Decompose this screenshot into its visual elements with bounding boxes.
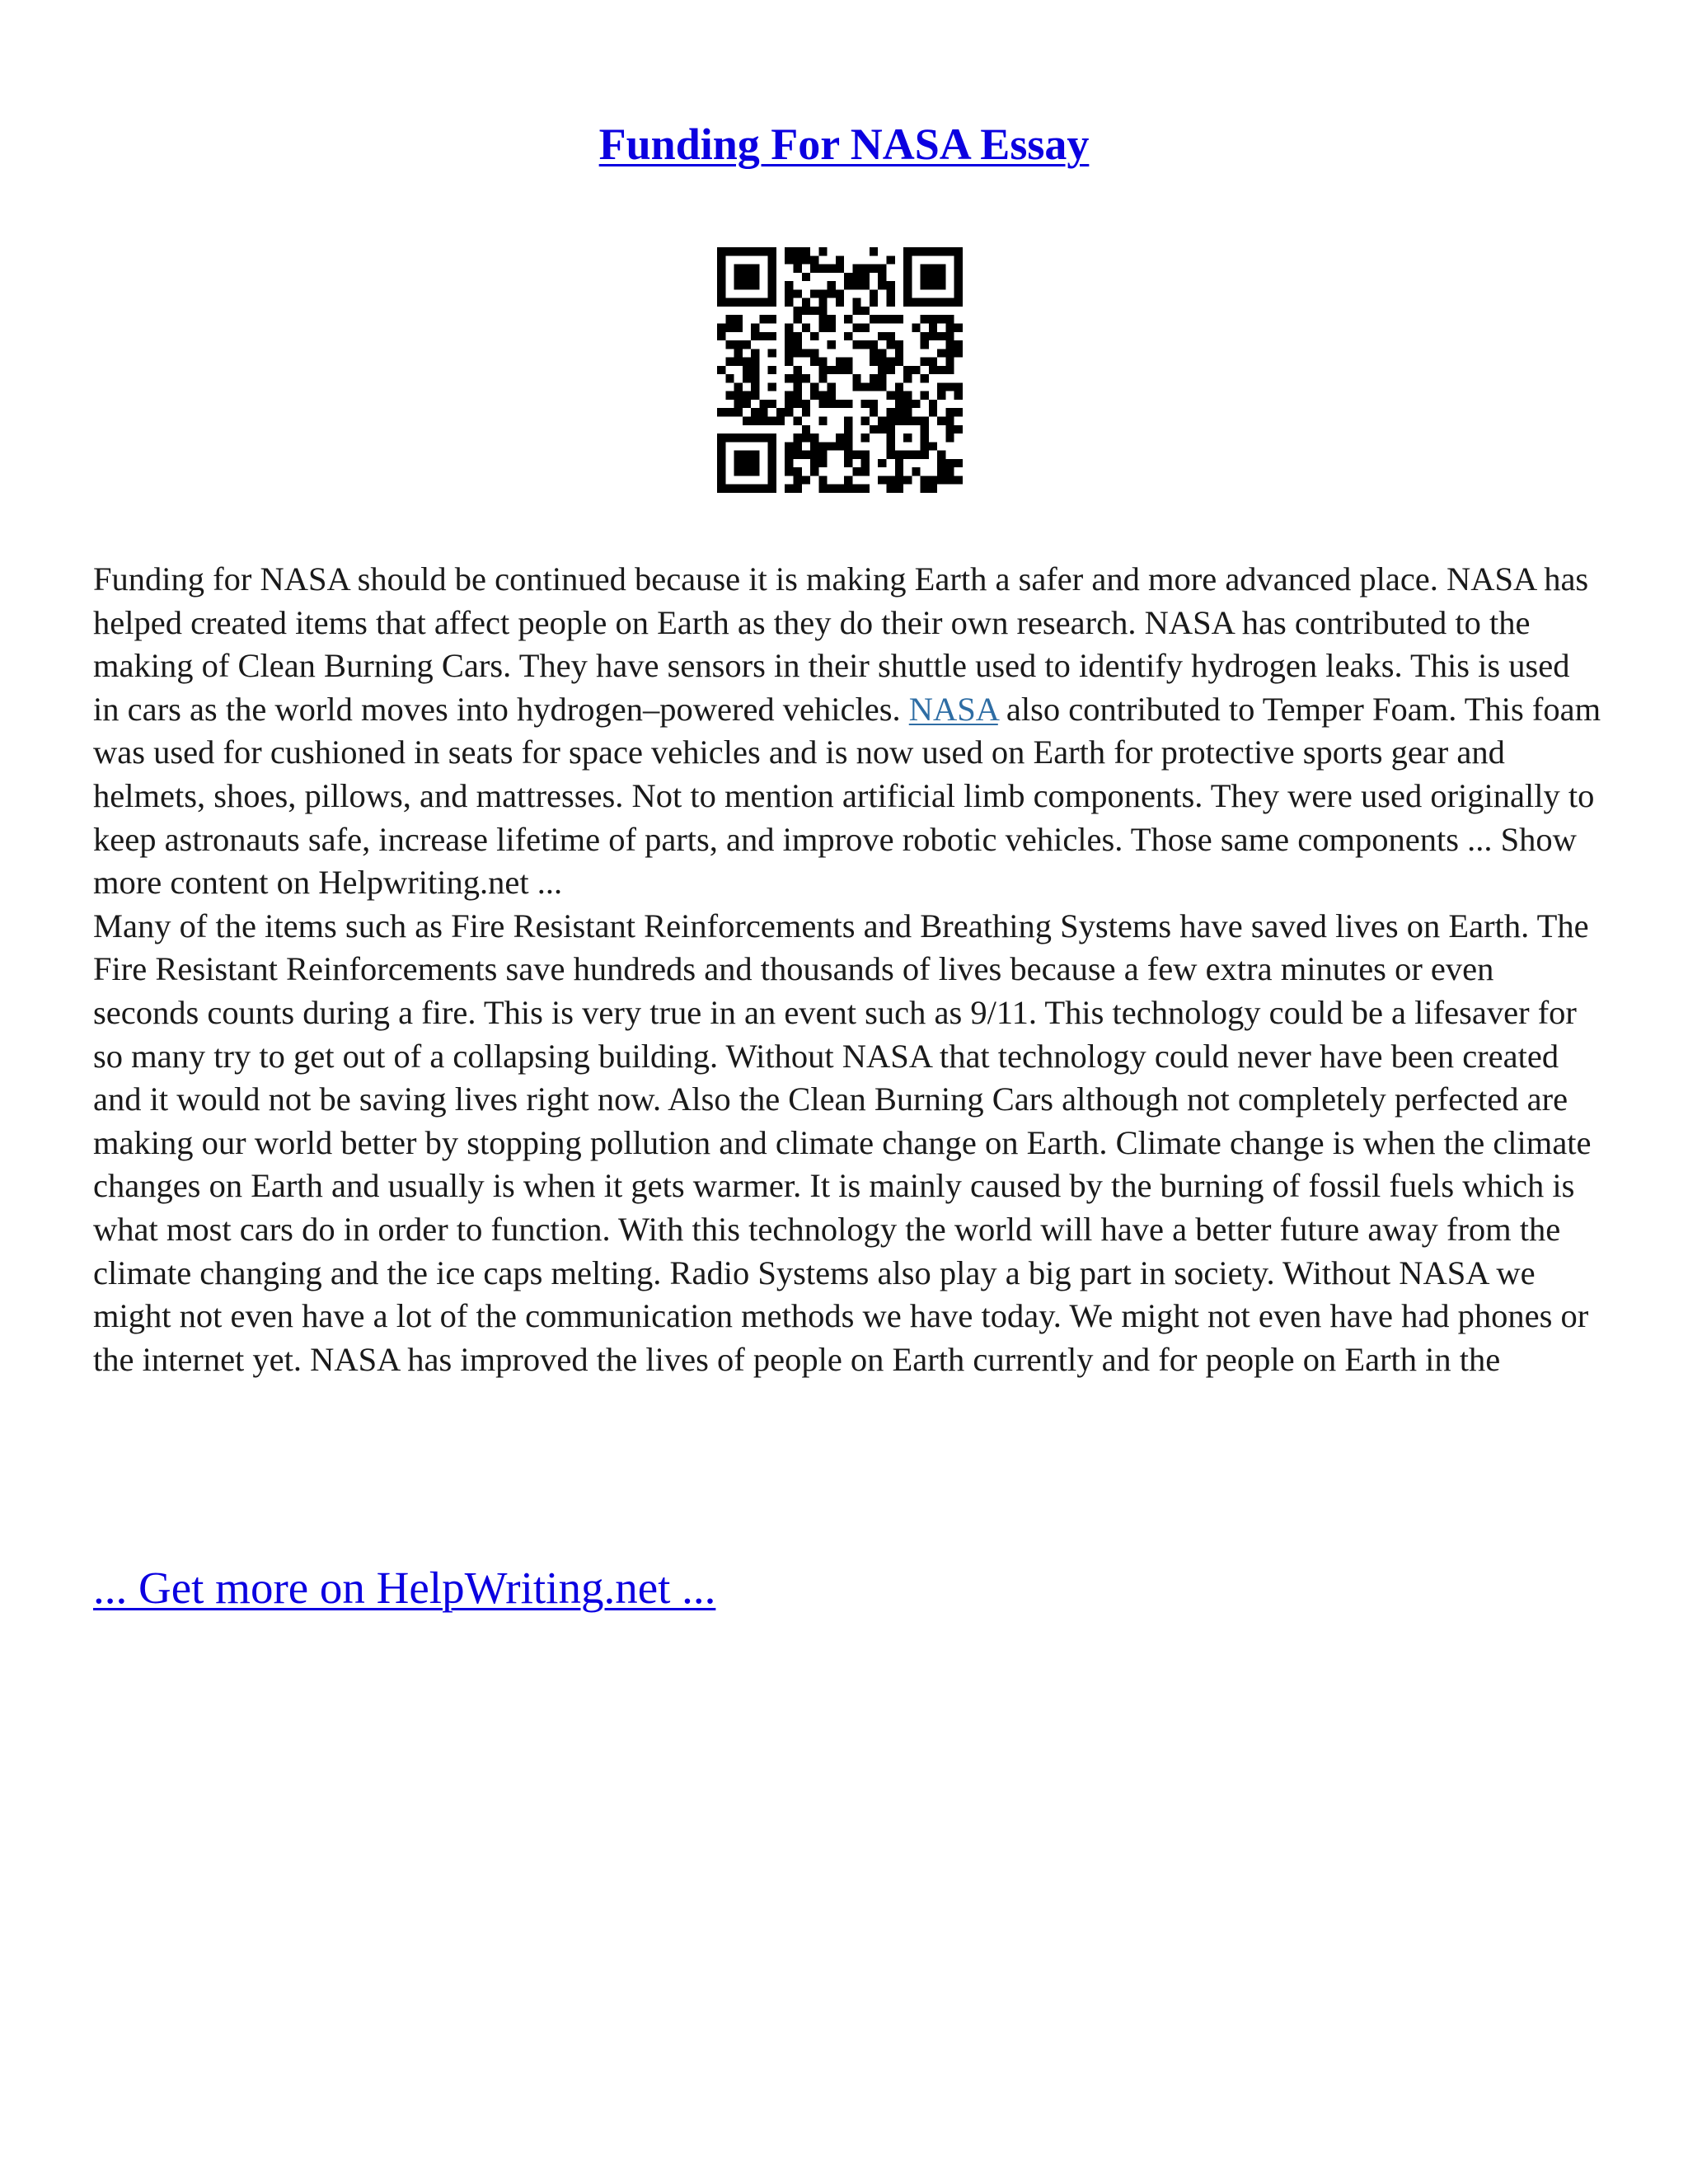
paragraph-2: Many of the items such as Fire Resistant Reinforcements and Breathing Systems have saved lives on Earth. The Fire Resistant Reinforcements save hundreds and thousands of lives because a few extra minutes or even seconds counts during a fire. This is very true in an event such as 9/11. This technology could be a lifesaver for so many try to get out of a collapsing building. Without NASA that technology could never have been created and it would not be saving lives right now. Also the Clean Burning Cars although not completely perfected are making our world better by stopping pollution and climate change on Earth. Climate change is when the climate changes on Earth and usually is when it gets warmer. It is mainly caused by the burning of fossil fuels which is what most cars do in order to function. With this technology the world will have a better future away from the climate changing and the ice caps melting. Radio Systems also play a big part in society. Without NASA we might not even have a lot of the communication methods we have today. We might not even have had phones or the internet yet. NASA has improved the lives of people on Earth currently and for people on Earth in the (93, 907, 1592, 1378)
title-link[interactable]: Funding For NASA Essay (598, 120, 1090, 169)
nasa-inline-link[interactable]: NASA (908, 690, 998, 728)
document-title (0, 115, 1688, 173)
get-more-link-container (93, 1559, 715, 1617)
paragraph-1-text-b: also contributed to Temper Foam. This foam was used for cushioned in seats for space vehicles and is now used on Earth for protective sports gear and helmets, shoes, pillows, and mattresses. Not to mention artificial limb components. They were used originally to keep astronauts safe, increase lifetime of parts, and improve robotic vehicles. Those same components ... Show more content on Helpwriting.net ... (93, 690, 1601, 902)
essay-body (93, 558, 1601, 1381)
get-more-link[interactable]: ... Get more on HelpWriting.net ... (93, 1563, 716, 1613)
paragraph-1 (93, 558, 1601, 905)
qr-code (717, 247, 963, 493)
paragraph-1-text-a: Funding for NASA should be continued because it is making Earth a safer and more advanced place. NASA has helped created items that affect people on Earth as they do their own research. NASA has contributed to the making of Clean Burning Cars. They have sensors in their shuttle used to identify hydrogen leaks. This is used in cars as the world moves into hydrogen–powered vehicles. (93, 560, 1589, 728)
